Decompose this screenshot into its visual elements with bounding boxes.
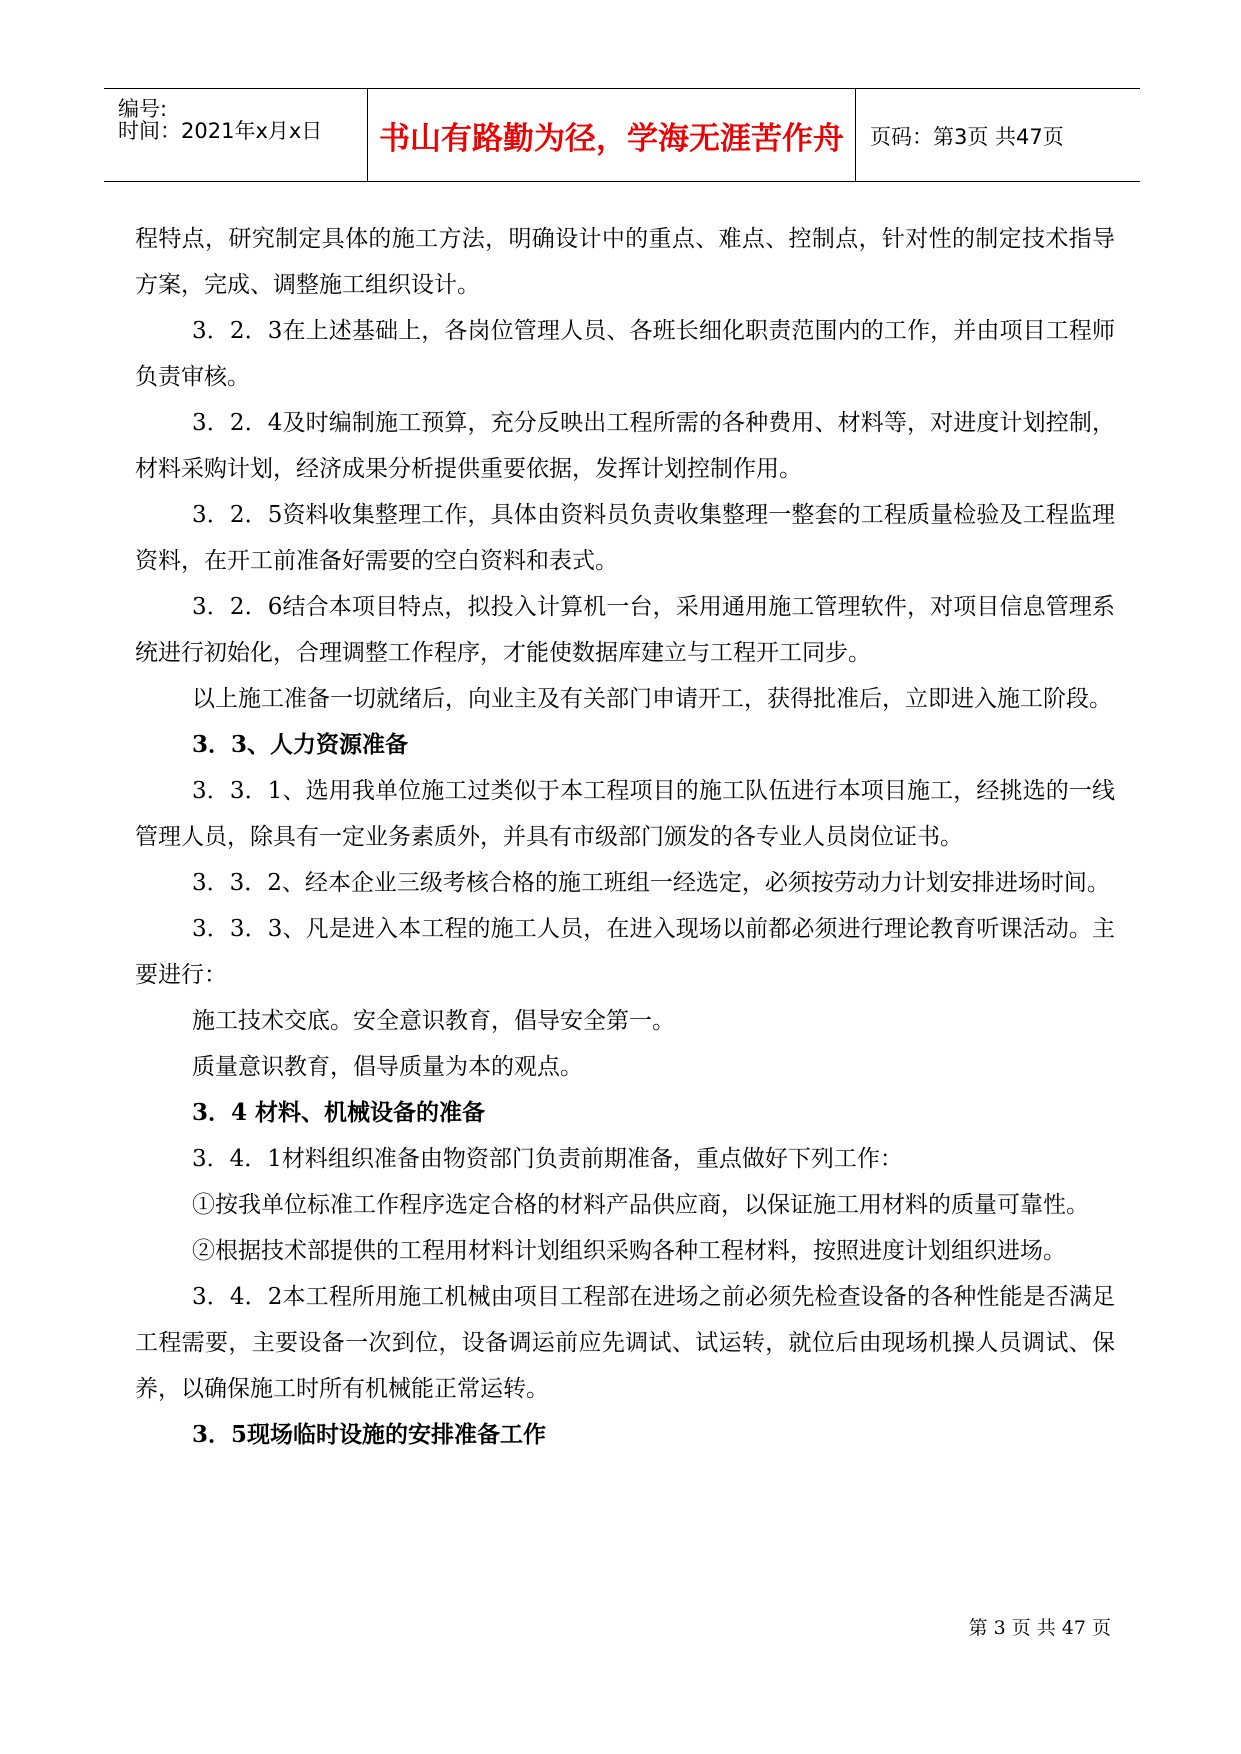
paragraph-3-4-1: 3．4．1材料组织准备由物资部门负责前期准备，重点做好下列工作： (192, 1146, 903, 1172)
section-heading-3-3: 3．3、人力资源准备 (192, 731, 409, 758)
paragraph-quality-education: 质量意识教育，倡导质量为本的观点。 (192, 1054, 583, 1080)
header-page-code: 页码：第3页 共47页 (870, 125, 1064, 149)
header-page-cell (856, 89, 1140, 181)
paragraph-3-2-4: 3．2．4及时编制施工预算，充分反映出工程所需的各种费用、材料等，对进度计划控制，材料采购计划，经济成果分析提供重要依据，发挥计划控制作用。 (135, 410, 1115, 482)
section-heading-3-5: 3．5现场临时设施的安排准备工作 (192, 1421, 547, 1448)
paragraph-3-2-3: 3．2．3在上述基础上，各岗位管理人员、各班长细化职责范围内的工作，并由项目工程师负责审核。 (135, 318, 1115, 390)
paragraph-3-2-5: 3．2．5资料收集整理工作，具体由资料员负责收集整理一整套的工程质量检验及工程监理资料，在开工前准备好需要的空白资料和表式。 (135, 502, 1115, 574)
header-meta-cell (104, 89, 368, 181)
page-footer-number: 第 3 页 共 47 页 (968, 1617, 1111, 1639)
header-motto-cell (368, 89, 856, 181)
list-item-2: ②根据技术部提供的工程用材料计划组织采购各种工程材料，按照进度计划组织进场。 (192, 1238, 1066, 1264)
paragraph-3-3-3: 3．3．3、凡是进入本工程的施工人员，在进入现场以前都必须进行理论教育听课活动。主要进行： (135, 916, 1115, 988)
paragraph-3-3-1: 3．3．1、选用我单位施工过类似于本工程项目的施工队伍进行本项目施工，经挑选的一线管理人员，除具有一定业务素质外，并具有市级部门颁发的各专业人员岗位证书。 (135, 778, 1115, 850)
list-item-1: ①按我单位标准工作程序选定合格的材料产品供应商，以保证施工用材料的质量可靠性。 (192, 1192, 1089, 1218)
document-body (135, 216, 1115, 1458)
section-heading-3-4: 3．4 材料、机械设备的准备 (192, 1099, 486, 1126)
header-motto: 书山有路勤为径，学海无涯苦作舟 (379, 121, 844, 157)
paragraph-3-4-2: 3．4．2本工程所用施工机械由项目工程部在进场之前必须先检查设备的各种性能是否满足工程需要，主要设备一次到位，设备调运前应先调试、试运转，就位后由现场机操人员调试、保养，以确保施工时所有机械能正常运转。 (135, 1284, 1115, 1402)
paragraph-3-2-6: 3．2．6结合本项目特点，拟投入计算机一台，采用通用施工管理软件，对项目信息管理系统进行初始化，合理调整工作程序，才能使数据库建立与工程开工同步。 (135, 594, 1115, 666)
paragraph-continuation: 程特点，研究制定具体的施工方法，明确设计中的重点、难点、控制点，针对性的制定技术指导方案，完成、调整施工组织设计。 (135, 226, 1115, 298)
paragraph-safety-education: 施工技术交底。安全意识教育，倡导安全第一。 (192, 1008, 675, 1034)
page-header (104, 88, 1140, 182)
paragraph-3-3-2: 3．3．2、经本企业三级考核合格的施工班组一经选定，必须按劳动力计划安排进场时间。 (192, 870, 1110, 896)
document-number-label: 编号: (118, 97, 168, 121)
document-time-label: 时间：2021年x月x日 (118, 119, 323, 143)
paragraph-start-construction: 以上施工准备一切就绪后，向业主及有关部门申请开工，获得批准后，立即进入施工阶段。 (192, 686, 1112, 712)
